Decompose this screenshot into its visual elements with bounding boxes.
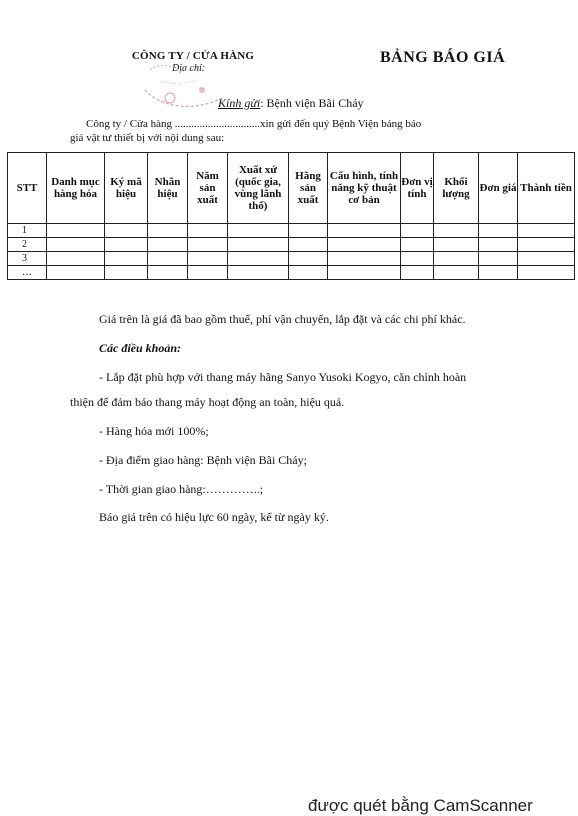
- header-cell: Hãng sản xuất: [289, 153, 328, 224]
- header-cell: Khối lượng: [434, 153, 479, 224]
- table-cell: [148, 266, 188, 280]
- table-cell: [328, 224, 401, 238]
- table-cell: [401, 224, 434, 238]
- company-label: CÔNG TY / CỬA HÀNG: [131, 50, 255, 62]
- intro-line-1: Công ty / Cửa hàng ...............................xin gửi đến quý Bệnh Viện bảng báo: [86, 118, 422, 130]
- address-label: Địa chỉ:: [172, 63, 206, 74]
- recipient-label: Kính gửi: [218, 96, 261, 110]
- table-cell: [401, 238, 434, 252]
- table-cell: [105, 266, 148, 280]
- row-number-cell: 3: [8, 252, 47, 266]
- table-cell: [518, 252, 575, 266]
- quotation-table: [7, 152, 575, 280]
- header-cell: Cấu hình, tính năng kỹ thuật cơ bản: [328, 153, 401, 224]
- table-cell: [479, 266, 518, 280]
- table-cell: [228, 266, 289, 280]
- term-1-line-2: thiện để đảm bảo thang máy hoạt động an toàn, hiệu quả.: [70, 395, 345, 409]
- scanner-footer: được quét bằng CamScanner: [308, 796, 533, 815]
- validity-note: Báo giá trên có hiệu lực 60 ngày, kể từ ngày ký.: [99, 510, 329, 524]
- table-cell: [228, 238, 289, 252]
- table-cell: [289, 238, 328, 252]
- table-cell: [518, 224, 575, 238]
- document-title: BẢNG BÁO GIÁ: [380, 49, 506, 66]
- table-header-row: [8, 153, 575, 224]
- recipient-line: [218, 96, 364, 111]
- table-cell: [401, 266, 434, 280]
- table-cell: [328, 266, 401, 280]
- row-number-cell: 1: [8, 224, 47, 238]
- term-4: - Thời gian giao hàng:…………..;: [99, 482, 264, 496]
- table-row: [8, 252, 575, 266]
- table-cell: [148, 238, 188, 252]
- table-cell: [47, 266, 105, 280]
- table-cell: [188, 224, 228, 238]
- table-cell: [479, 252, 518, 266]
- header-cell: Ký mã hiệu: [105, 153, 148, 224]
- table-cell: [518, 266, 575, 280]
- table-row: [8, 266, 575, 280]
- table-cell: [479, 224, 518, 238]
- table-cell: [289, 252, 328, 266]
- table-cell: [328, 238, 401, 252]
- intro-line-2: giá vật tư thiết bị với nội dung sau:: [70, 132, 225, 144]
- term-2: - Hàng hóa mới 100%;: [99, 424, 209, 438]
- term-3: - Địa điểm giao hàng: Bệnh viện Bãi Cháy;: [99, 453, 307, 467]
- table-row: [8, 224, 575, 238]
- table-cell: [289, 224, 328, 238]
- table-cell: [47, 224, 105, 238]
- table-cell: [47, 238, 105, 252]
- term-1-line-1: - Lắp đặt phù hợp với thang máy hãng Sanyo Yusoki Kogyo, căn chỉnh hoàn: [99, 370, 467, 384]
- table-cell: [105, 224, 148, 238]
- table-cell: [518, 238, 575, 252]
- header-cell: Năm sản xuất: [188, 153, 228, 224]
- table-cell: [148, 224, 188, 238]
- recipient-name: : Bệnh viện Bãi Cháy: [260, 96, 364, 110]
- table-cell: [47, 252, 105, 266]
- table-cell: [401, 252, 434, 266]
- header-cell: Nhãn hiệu: [148, 153, 188, 224]
- terms-title: Các điều khoản:: [99, 341, 182, 355]
- table-cell: [188, 238, 228, 252]
- seal-stamp-icon: [140, 60, 230, 112]
- table-cell: [148, 252, 188, 266]
- header-cell: Danh mục hàng hóa: [47, 153, 105, 224]
- header-cell: Đơn vị tính: [401, 153, 434, 224]
- table-cell: [434, 224, 479, 238]
- table-cell: [105, 238, 148, 252]
- table-cell: [434, 266, 479, 280]
- table-cell: [479, 238, 518, 252]
- table-cell: [105, 252, 148, 266]
- header-cell: Xuất xứ (quốc gia, vùng lãnh thổ): [228, 153, 289, 224]
- table-cell: [434, 252, 479, 266]
- table-cell: [328, 252, 401, 266]
- price-note: Giá trên là giá đã bao gồm thuế, phí vận chuyển, lắp đặt và các chi phí khác.: [99, 312, 466, 326]
- table-cell: [228, 252, 289, 266]
- header-cell: Đơn giá: [479, 153, 518, 224]
- row-number-cell: 2: [8, 238, 47, 252]
- table-cell: [188, 266, 228, 280]
- table-cell: [289, 266, 328, 280]
- header-cell: STT: [8, 153, 47, 224]
- table-cell: [188, 252, 228, 266]
- table-cell: [434, 238, 479, 252]
- row-number-cell: …: [8, 266, 47, 280]
- table-row: [8, 238, 575, 252]
- table-cell: [228, 224, 289, 238]
- header-cell: Thành tiền: [518, 153, 575, 224]
